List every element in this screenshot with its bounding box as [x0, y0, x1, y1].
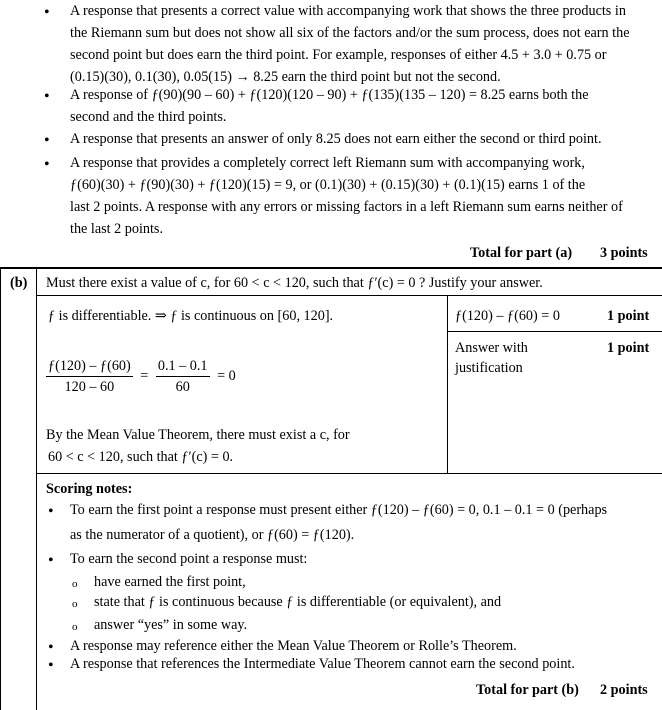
part-b-label-divider	[36, 267, 37, 710]
equals-sign: =	[140, 367, 149, 384]
note-line: second point but does earn the third point. For example, responses of either 4.5 + 3.0 + 0.75 or	[70, 47, 607, 63]
part-b-question: Must there exist a value of c, for 60 < c < 120, such that ƒ′(c) = 0 ? Justify your answer.	[46, 275, 543, 291]
part-a-note-2	[70, 84, 589, 128]
work-differentiable-line: ƒ is differentiable. ⇒ ƒ is continuous on [60, 120].	[48, 308, 334, 324]
quotient-result: = 0	[217, 367, 236, 384]
part-b-label: (b)	[10, 275, 28, 291]
score-1-description: ƒ(120) – ƒ(60) = 0	[455, 308, 560, 324]
score-1-points: 1 point	[607, 308, 650, 324]
total-part-b-points: 2 points	[600, 682, 648, 698]
mvt-conclusion-line-1: By the Mean Value Theorem, there must exist a c, for	[46, 427, 350, 443]
bullet-icon: •	[44, 88, 50, 105]
work-mvt-quotient	[46, 356, 236, 397]
work-score-divider	[447, 295, 448, 473]
part-a-note-1	[70, 0, 630, 88]
frac-numerator: ƒ(120) – ƒ(60)	[46, 356, 133, 377]
note-line: last 2 points. A response with any errors or missing factors in a left Riemann sum earns neither of	[70, 199, 623, 215]
question-divider	[36, 295, 662, 296]
mvt-conclusion-line-2: 60 < c < 120, such that ƒ′(c) = 0.	[48, 449, 234, 465]
total-part-a-label: Total for part (a)	[470, 245, 573, 261]
note-line: second and the third points.	[70, 109, 227, 125]
difference-quotient	[46, 356, 133, 397]
score-2-description-line-2: justification	[455, 360, 523, 376]
bullet-icon: •	[48, 657, 54, 674]
bullet-icon: •	[44, 156, 50, 173]
part-b-left-border	[0, 267, 1, 710]
frac-denominator: 120 – 60	[64, 379, 115, 395]
note-line: the Riemann sum but does not show all six of the factors and/or the sum process, does not earn the	[70, 25, 630, 41]
note-b-2-sub-2: state that ƒ is continuous because ƒ is differentiable (or equivalent), and	[94, 594, 502, 610]
note-b-2-sub-1: have earned the first point,	[94, 574, 246, 590]
score-2-points: 1 point	[607, 340, 650, 356]
bullet-icon: •	[48, 552, 54, 569]
part-a-note-3	[70, 128, 602, 150]
total-part-a-points: 3 points	[600, 245, 648, 261]
scoring-notes-title: Scoring notes:	[46, 481, 133, 497]
sub-bullet-circle-icon: o	[72, 621, 78, 633]
numeric-quotient	[156, 356, 210, 397]
notes-divider	[36, 473, 662, 474]
note-b-1-line-2: as the numerator of a quotient), or ƒ(60) = ƒ(120).	[70, 527, 355, 543]
note-b-2-sub-3: answer “yes” in some way.	[94, 617, 248, 633]
bullet-icon: •	[44, 4, 50, 21]
score-2-description-line-1: Answer with	[455, 340, 528, 356]
part-a-note-4	[70, 152, 623, 240]
bullet-icon: •	[48, 503, 54, 520]
total-part-b-label: Total for part (b)	[476, 682, 579, 698]
note-line: A response that provides a completely correct left Riemann sum with accompanying work,	[70, 155, 585, 171]
note-b-2: To earn the second point a response must:	[70, 551, 308, 567]
frac-numerator: 0.1 – 0.1	[156, 356, 210, 377]
part-b-top-border	[0, 267, 662, 269]
bullet-icon: •	[44, 132, 50, 149]
note-line: A response of ƒ(90)(90 – 60) + ƒ(120)(120 – 90) + ƒ(135)(135 – 120) = 8.25 earns both the	[70, 87, 589, 103]
note-line: A response that presents an answer of only 8.25 does not earn either the second or third point.	[70, 131, 602, 147]
note-line: the last 2 points.	[70, 221, 164, 237]
sub-bullet-circle-icon: o	[72, 598, 78, 610]
note-b-3: A response may reference either the Mean Value Theorem or Rolle’s Theorem.	[70, 638, 517, 654]
note-b-1-line-1: To earn the first point a response must present either ƒ(120) – ƒ(60) = 0, 0.1 – 0.1 = 0 (perhaps	[70, 502, 608, 518]
bullet-icon: •	[48, 639, 54, 656]
score-row-divider	[447, 331, 662, 332]
sub-bullet-circle-icon: o	[72, 578, 78, 590]
frac-denominator: 60	[175, 379, 190, 395]
note-line: ƒ(60)(30) + ƒ(90)(30) + ƒ(120)(15) = 9, or (0.1)(30) + (0.15)(30) + (0.1)(15) earns 1 of the	[70, 177, 586, 193]
note-line: (0.15)(30), 0.1(30), 0.05(15) → 8.25 earn the third point but not the second.	[70, 69, 501, 85]
note-line: A response that presents a correct value with accompanying work that shows the three products in	[70, 3, 626, 19]
note-b-4: A response that references the Intermediate Value Theorem cannot earn the second point.	[70, 656, 575, 672]
